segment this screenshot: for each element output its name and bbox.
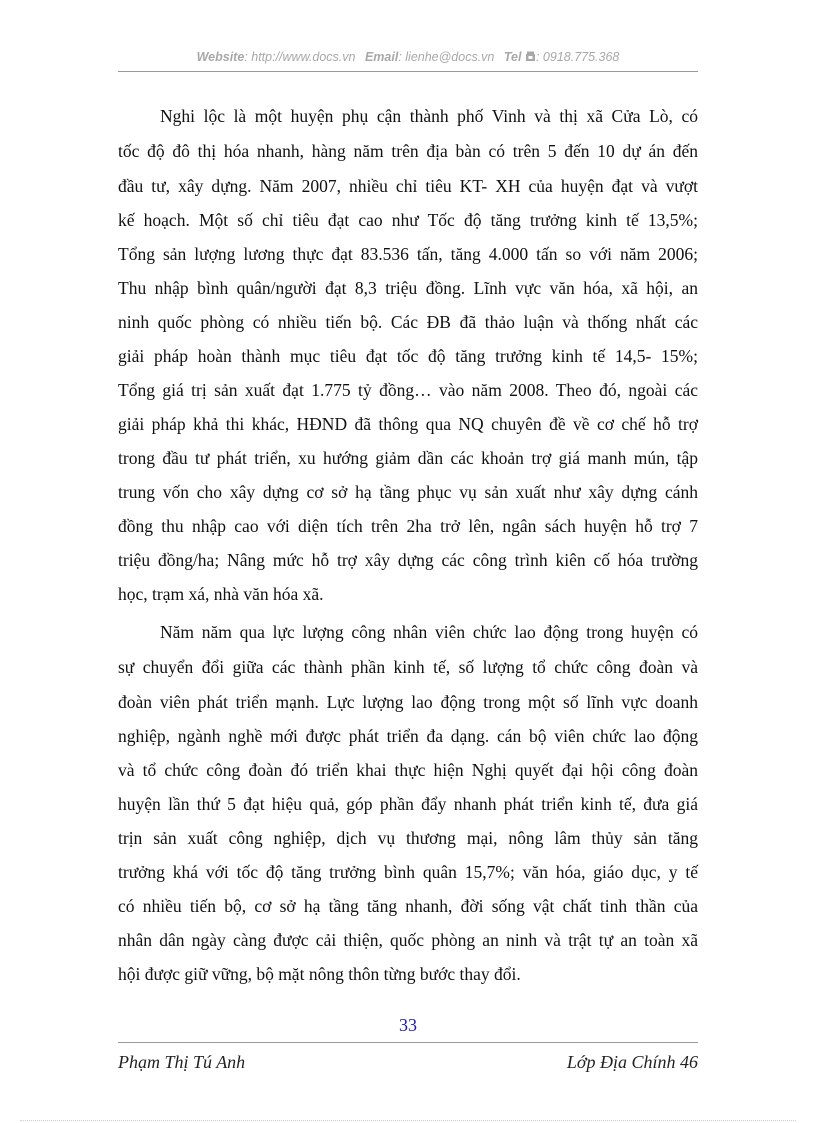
text-line: nghiệp, ngành nghề mới được phát triển đa dạng. cán bộ viên chức lao động <box>118 726 698 746</box>
page-number: 33 <box>399 1015 417 1035</box>
text-line: đoàn viên phát triển mạnh. Lực lượng lao động trong một số lĩnh vực doanh <box>118 692 698 712</box>
text-line: kế hoạch. Một số chỉ tiêu đạt cao như Tốc độ tăng trưởng kinh tế 13,5%; <box>118 210 698 230</box>
text-line: tốc độ đô thị hóa nhanh, hàng năm trên địa bàn có trên 5 đến 10 dự án đến <box>118 141 698 161</box>
footer-author: Phạm Thị Tú Anh <box>118 1052 246 1072</box>
text-line: đồng thu nhập cao với diện tích trên 2ha trở lên, ngân sách huyện hỗ trợ 7 <box>118 516 698 536</box>
text-line: nhân dân ngày càng được cải thiện, quốc phòng an ninh và trật tự an toàn xã <box>118 930 698 950</box>
website-label: Website <box>196 50 245 64</box>
text-line: Thu nhập bình quân/người đạt 8,3 triệu đồng. Lĩnh vực văn hóa, xã hội, an <box>118 278 698 298</box>
text-line: Nghi lộc là một huyện phụ cận thành phố Vinh và thị xã Cửa Lò, có <box>160 106 698 126</box>
text-line: đầu tư, xây dựng. Năm 2007, nhiều chỉ tiêu KT- XH của huyện đạt và vượt <box>118 176 698 196</box>
text-line: trung vốn cho xây dựng cơ sở hạ tầng phục vụ sản xuất như xây dựng cánh <box>118 482 698 502</box>
text-line: trưởng khá với tốc độ tăng trưởng bình quân 15,7%; văn hóa, giáo dục, y tế <box>118 862 698 882</box>
text-line: hội được giữ vững, bộ mặt nông thôn từng bước thay đổi. <box>118 964 521 984</box>
text-line: ninh quốc phòng có nhiều tiến bộ. Các ĐB đã thảo luận và thống nhất các <box>118 312 698 332</box>
header-divider <box>118 71 698 72</box>
text-line: và tổ chức công đoàn đó triển khai thực hiện Nghị quyết đại hội công đoàn <box>118 760 698 780</box>
page-bottom-border <box>20 1120 796 1121</box>
page-header <box>118 50 698 64</box>
footer-divider <box>118 1042 698 1043</box>
email-label: Email <box>364 50 399 64</box>
text-line: trịn sản xuất công nghiệp, dịch vụ thương mại, nông lâm thủy sản tăng <box>118 828 698 848</box>
text-line: triệu đồng/ha; Nâng mức hỗ trợ xây dựng các công trình kiên cố hóa trường <box>118 550 698 570</box>
phone-icon <box>525 51 536 62</box>
text-line: Năm năm qua lực lượng công nhân viên chức lao động trong huyện có <box>160 622 698 642</box>
text-line: Tổng sản lượng lương thực đạt 83.536 tấn, tăng 4.000 tấn so với năm 2006; <box>118 244 698 264</box>
text-line: học, trạm xá, nhà văn hóa xã. <box>118 584 324 604</box>
email-address[interactable]: : lienhe@docs.vn <box>398 50 495 64</box>
tel-label: Tel <box>503 50 522 64</box>
text-line: Tổng giá trị sản xuất đạt 1.775 tỷ đồng… vào năm 2008. Theo đó, ngoài các <box>118 380 698 400</box>
text-line: huyện lần thứ 5 đạt hiệu quả, góp phần đẩy nhanh phát triển kinh tế, đưa giá <box>118 794 698 814</box>
text-line: giải pháp khả thi khác, HĐND đã thông qua NQ chuyên đề về cơ chế hỗ trợ <box>118 414 698 434</box>
website-url[interactable]: : http://www.docs.vn <box>244 50 356 64</box>
text-line: sự chuyển đổi giữa các thành phần kinh tế, số lượng tổ chức công đoàn và <box>118 657 698 677</box>
text-line: trong đầu tư phát triển, xu hướng giảm dần các khoản trợ giá manh mún, tập <box>118 448 698 468</box>
text-line: có nhiều tiến bộ, cơ sở hạ tầng tăng nhanh, đời sống vật chất tinh thần của <box>118 896 698 916</box>
tel-number: : 0918.775.368 <box>535 50 620 64</box>
footer-class: Lớp Địa Chính 46 <box>566 1052 698 1072</box>
text-line: giải pháp hoàn thành mục tiêu đạt tốc độ tăng trưởng kinh tế 14,5- 15%; <box>118 346 698 366</box>
